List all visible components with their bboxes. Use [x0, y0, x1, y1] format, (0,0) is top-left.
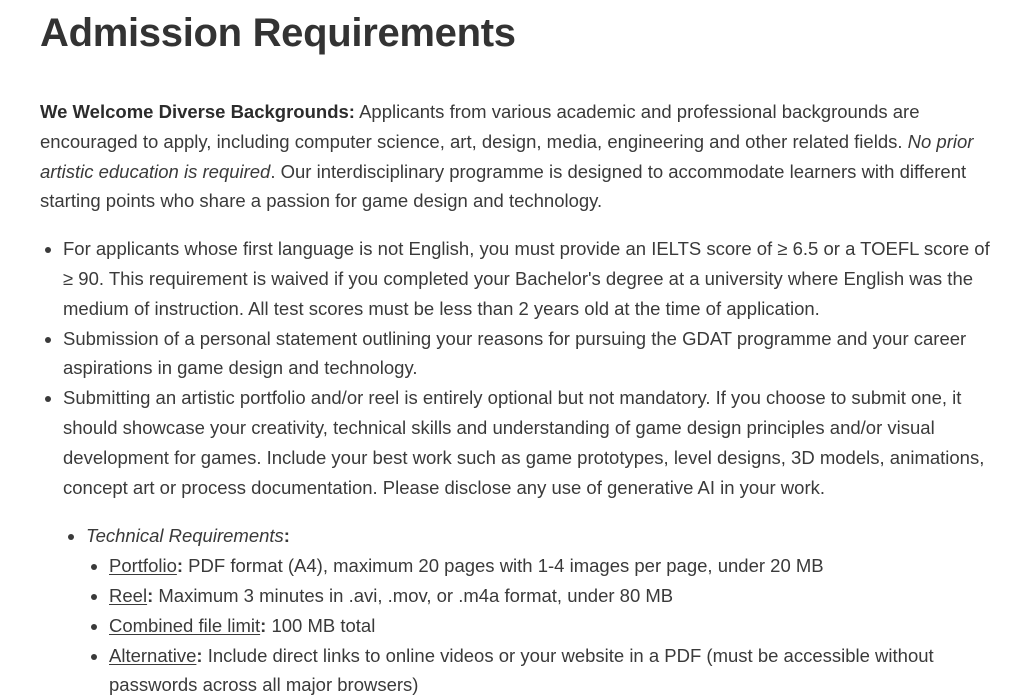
tech-colon: : [196, 644, 203, 666]
technical-requirements-list [40, 521, 1000, 696]
technical-requirements-item [86, 521, 1000, 696]
intro-emphasis: No prior artistic education is required [40, 130, 974, 182]
tech-item-reel [109, 581, 1000, 611]
tech-item-alternative [109, 641, 1000, 696]
alternative-link[interactable]: Alternative [109, 644, 197, 666]
reel-link[interactable]: Reel [109, 584, 148, 606]
technical-requirements-heading: Technical Requirements [86, 525, 284, 547]
intro-text-2: . Our interdisciplinary programme is designed to accommodate learners with different starting points who share a passion for game design and technology. [40, 160, 967, 212]
requirement-item-portfolio: • Submitting an artistic portfolio and/or reel is entirely optional but not mandatory. If you choose to submit one, it should showcase your creativity, technical skills and understanding of game design principles and/or visual development for games. Include your best work such as game prototypes, level designs, 3D models, animations, concept art or process documentation. Please disclose any use of generative AI in your work. [63, 383, 1000, 502]
tech-item-text: Maximum 3 minutes in .avi, .mov, or .m4a format, under 80 MB [153, 584, 674, 606]
requirements-list [40, 234, 1000, 502]
tech-item-text: PDF format (A4), maximum 20 pages with 1-4 images per page, under 20 MB [183, 555, 824, 577]
tech-colon: : [147, 584, 154, 606]
tech-colon: : [260, 614, 267, 636]
portfolio-link[interactable]: Portfolio [109, 555, 177, 577]
technical-requirements-colon: : [283, 525, 290, 547]
requirement-item-personal-statement: • Submission of a personal statement outlining your reasons for pursuing the GDAT programme and your career aspirations in game design and technology. [63, 324, 1000, 384]
main-content [40, 0, 1000, 696]
page-title: Admission Requirements [40, 11, 516, 55]
tech-item-text: 100 MB total [266, 614, 376, 636]
tech-colon: : [176, 555, 184, 577]
combined-file-limit-link[interactable]: Combined file limit [109, 614, 261, 636]
technical-requirements-sublist [86, 551, 1000, 696]
intro-paragraph [40, 97, 1000, 216]
tech-item-combined-limit [109, 611, 1000, 641]
intro-text-1: Applicants from various academic and professional backgrounds are encouraged to apply, including computer science, art, design, media, engineering and other related fields. [40, 101, 920, 152]
requirement-item-language: • For applicants whose first language is not English, you must provide an IELTS score of ≥ 6.5 or a TOEFL score of ≥ 90. This requirement is waived if you completed your Bachelor's degree at a university where English was the medium of instruction. All test scores must be less than 2 years old at the time of application. [63, 234, 1000, 323]
tech-item-text: Include direct links to online videos or your website in a PDF (must be accessible without passwords across all major browsers) [109, 644, 934, 696]
tech-item-portfolio [109, 551, 1000, 581]
intro-lead: We Welcome Diverse Backgrounds: [40, 101, 355, 122]
